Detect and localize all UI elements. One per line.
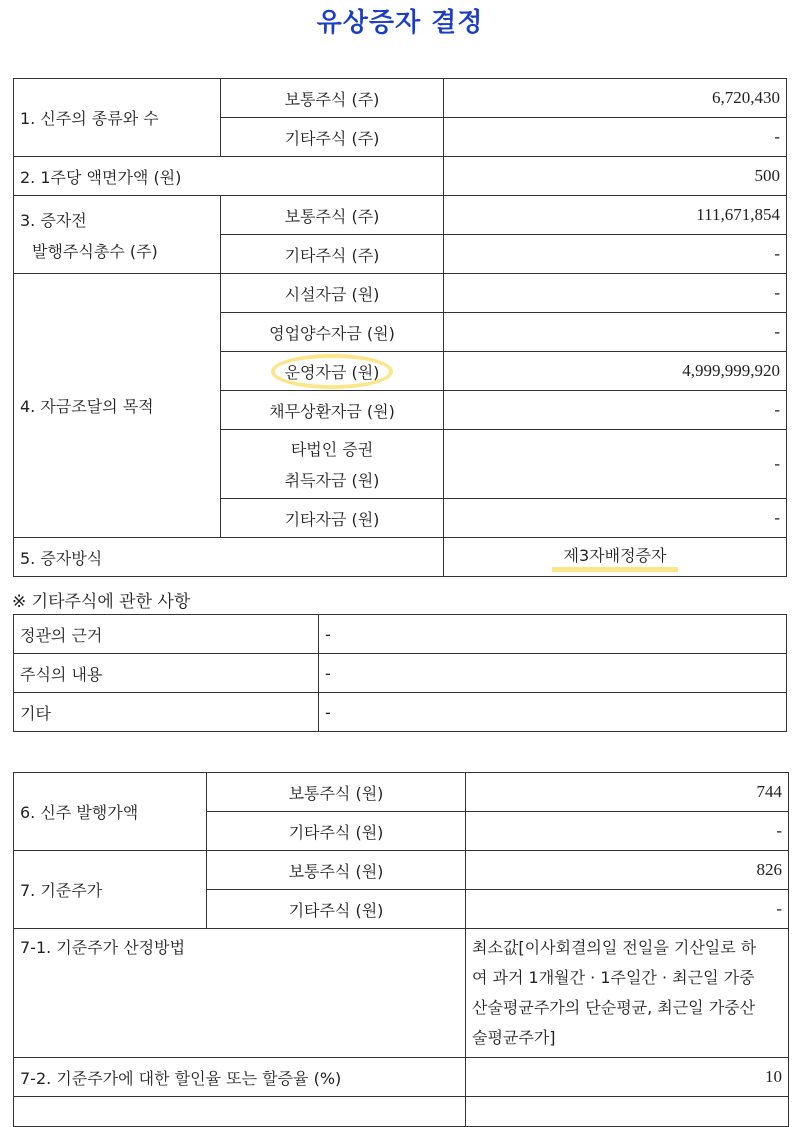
price-table bbox=[13, 772, 789, 1127]
label-line-1: 3. 증자전 bbox=[20, 210, 87, 230]
sub-label-common: 보통주식 (주) bbox=[221, 196, 444, 235]
purpose-other: 기타자금 (원) bbox=[221, 499, 444, 538]
purpose-facility: 시설자금 (원) bbox=[221, 274, 444, 313]
row-label-issue-price: 6. 신주 발행가액 bbox=[14, 773, 207, 851]
value-share-content: - bbox=[319, 654, 787, 693]
method-line: 여 과거 1개월간 · 1주일간 · 최근일 가중 bbox=[472, 968, 755, 987]
label-articles-basis: 정관의 근거 bbox=[14, 615, 319, 654]
value-method: 제3자배정증자 bbox=[563, 545, 667, 565]
value-new-other-shares: - bbox=[444, 118, 787, 157]
page-title: 유상증자 결정 bbox=[316, 8, 484, 38]
value-other-funds: - bbox=[444, 499, 787, 538]
sub-label-other: 기타주식 (주) bbox=[221, 118, 444, 157]
value-articles-basis: - bbox=[319, 615, 787, 654]
method-line: 최소값[이사회결의일 전일을 기산일로 하 bbox=[472, 938, 757, 957]
highlight-underline bbox=[552, 543, 679, 572]
purpose-debt-repayment: 채무상환자금 (원) bbox=[221, 391, 444, 430]
row-label-share-type: 1. 신주의 종류와 수 bbox=[14, 79, 221, 157]
value-debt-repayment: - bbox=[444, 391, 787, 430]
value-issue-price-common: 744 bbox=[466, 773, 789, 812]
row-label-par-value: 2. 1주당 액면가액 (원) bbox=[14, 157, 444, 196]
sub-label-other: 기타주식 (원) bbox=[207, 812, 466, 851]
sub-label-common: 보통주식 (원) bbox=[207, 851, 466, 890]
purpose-operating-cell bbox=[221, 352, 444, 391]
purpose-securities-acquisition bbox=[221, 430, 444, 499]
sub-label-common: 보통주식 (원) bbox=[207, 773, 466, 812]
value-discount-rate: 10 bbox=[466, 1058, 789, 1097]
row-label-base-price-method: 7-1. 기준주가 산정방법 bbox=[14, 929, 466, 1058]
value-base-price-method bbox=[466, 929, 789, 1058]
value-par-value: 500 bbox=[444, 157, 787, 196]
sub-label-other: 기타주식 (주) bbox=[221, 235, 444, 274]
value-method-cell bbox=[444, 538, 787, 577]
purpose-business-acquisition: 영업양수자금 (원) bbox=[221, 313, 444, 352]
value-outstanding-common: 111,671,854 bbox=[444, 196, 787, 235]
highlight-circle bbox=[271, 354, 394, 389]
method-line: 술평균주가] bbox=[472, 1028, 556, 1047]
method-line: 산술평균주가의 단순평균, 최근일 가중산 bbox=[472, 998, 756, 1017]
value-securities-acquisition: - bbox=[444, 430, 787, 499]
value-operating: 4,999,999,920 bbox=[444, 352, 787, 391]
label-etc: 기타 bbox=[14, 693, 319, 732]
row-cutoff bbox=[14, 1097, 466, 1127]
note-other-shares: ※ 기타주식에 관한 사항 bbox=[12, 592, 191, 612]
label-line-2: 취득자금 (원) bbox=[284, 471, 380, 490]
label-line-2: 발행주식총수 (주) bbox=[32, 241, 158, 261]
sub-label-common: 보통주식 (주) bbox=[221, 79, 444, 118]
other-shares-table bbox=[13, 614, 787, 732]
sub-label-other: 기타주식 (원) bbox=[207, 890, 466, 929]
value-new-common-shares: 6,720,430 bbox=[444, 79, 787, 118]
value-base-price-other: - bbox=[466, 890, 789, 929]
row-label-funding-purpose: 4. 자금조달의 목적 bbox=[14, 274, 221, 538]
purpose-operating: 운영자금 (원) bbox=[284, 362, 380, 382]
label-line-1: 타법인 증권 bbox=[290, 440, 374, 459]
value-business-acquisition: - bbox=[444, 313, 787, 352]
value-issue-price-other: - bbox=[466, 812, 789, 851]
value-etc: - bbox=[319, 693, 787, 732]
value-outstanding-other: - bbox=[444, 235, 787, 274]
label-share-content: 주식의 내용 bbox=[14, 654, 319, 693]
value-base-price-common: 826 bbox=[466, 851, 789, 890]
row-label-discount-rate: 7-2. 기준주가에 대한 할인율 또는 할증율 (%) bbox=[14, 1058, 466, 1097]
main-info-table bbox=[13, 78, 787, 577]
row-label-base-price: 7. 기준주가 bbox=[14, 851, 207, 929]
row-label-method: 5. 증자방식 bbox=[14, 538, 444, 577]
value-facility: - bbox=[444, 274, 787, 313]
row-cutoff-value bbox=[466, 1097, 789, 1127]
row-label-outstanding bbox=[14, 196, 221, 274]
